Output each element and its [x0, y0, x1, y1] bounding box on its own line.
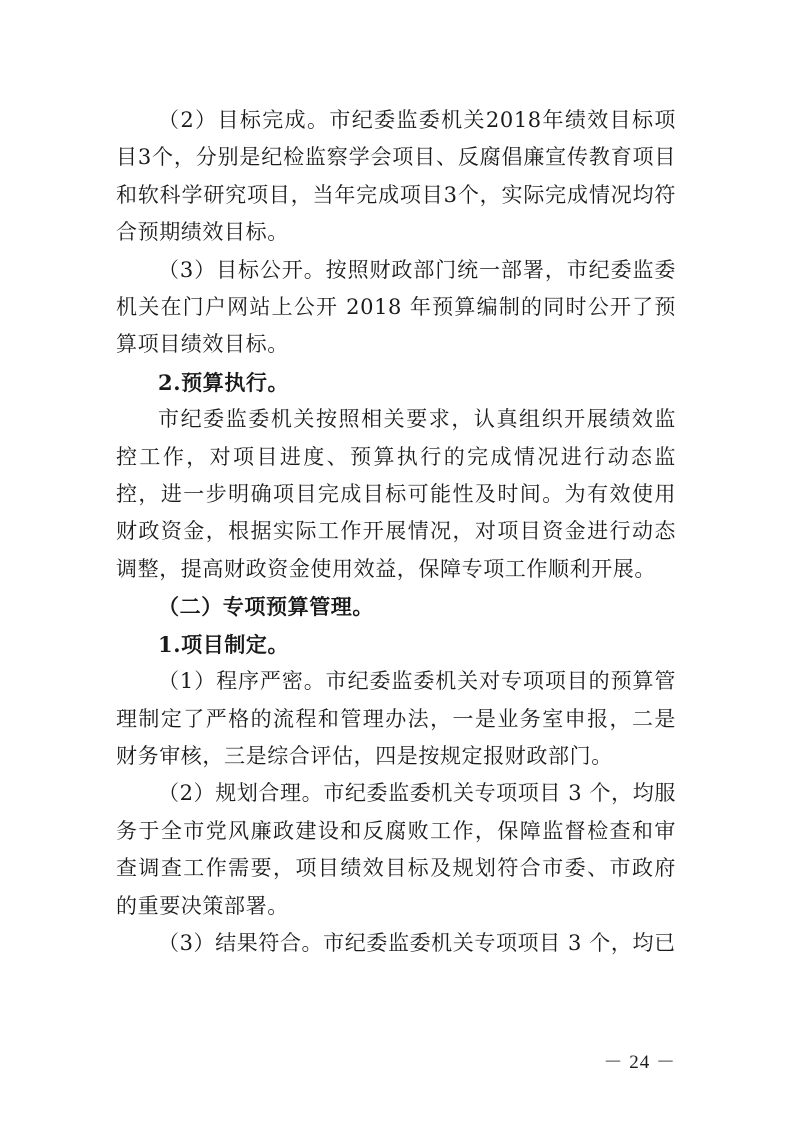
heading-budget-execution: 2.预算执行。: [158, 369, 290, 395]
document-body: [116, 102, 676, 962]
paragraph-target-completion: （2）目标完成。市纪委监委机关2018年绩效目标项目3个，分别是纪检监察学会项目、反腐倡廉宣传教育项目和软科学研究项目，当年完成项目3个，实际完成情况均符合预期绩效目标。: [116, 108, 676, 245]
paragraph-target-disclosure: （3）目标公开。按照财政部门统一部署，市纪委监委机关在门户网站上公开 2018 年预算编制的同时公开了预算项目绩效目标。: [116, 257, 676, 357]
paragraph-budget-execution: 市纪委监委机关按照相关要求，认真组织开展绩效监控工作，对项目进度、预算执行的完成情况进行动态监控，进一步明确项目完成目标可能性及时间。为有效使用财政资金，根据实际工作开展情况，对项目资金进行动态调整，提高财政资金使用效益，保障专项工作顺利开展。: [116, 407, 676, 581]
paragraph-result-conforming: （3）结果符合。市纪委监委机关专项项目 3 个，均已: [158, 930, 676, 955]
paragraph-planning-reasonable: （2）规划合理。市纪委监委机关专项项目 3 个，均服务于全市党风廉政建设和反腐败工作，保障监督检查和审查调查工作需要，项目绩效目标及规划符合市委、市政府的重要决策部署。: [116, 781, 676, 918]
page-number: － 24 －: [603, 1052, 676, 1073]
heading-special-budget-management: （二）专项预算管理。: [158, 594, 374, 620]
heading-project-formulation: 1.项目制定。: [158, 631, 290, 657]
paragraph-procedure-strict: （1）程序严密。市纪委监委机关对专项项目的预算管理制定了严格的流程和管理办法，一是业务室申报，二是财务审核，三是综合评估，四是按规定报财政部门。: [116, 669, 676, 768]
